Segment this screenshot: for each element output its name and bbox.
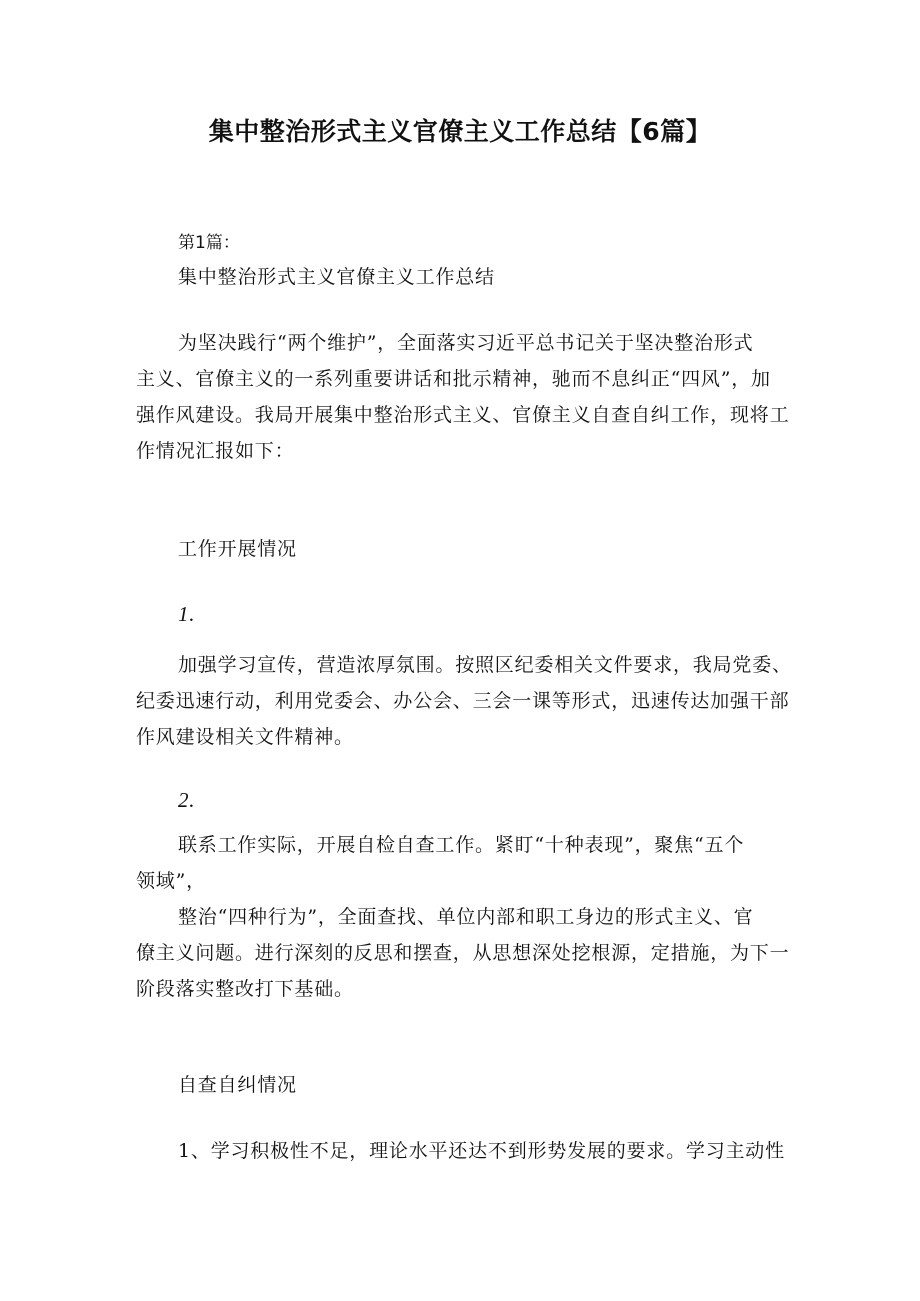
item1-line-3: 作风建设相关文件精神。 (136, 726, 354, 748)
item1-line-2: 纪委迅速行动，利用党委会、办公会、三会一课等形式，迅速传达加强干部 (136, 690, 790, 712)
part-subtitle: 集中整治形式主义官僚主义工作总结 (178, 266, 495, 288)
section-heading-self-inspection: 自查自纠情况 (178, 1074, 297, 1096)
part-label: 第1篇： (178, 233, 240, 253)
item2-line-5: 阶段落实整改打下基础。 (136, 978, 354, 1000)
item2-line-1: 联系工作实际，开展自检自查工作。紧盯“十种表现”，聚焦“五个 (178, 834, 745, 856)
item-number-2: 2. (178, 788, 196, 812)
intro-line-4: 作情况汇报如下： (136, 440, 295, 462)
item2-line-4: 僚主义问题。进行深刻的反思和摆查，从思想深处挖根源，定措施，为下一 (136, 942, 790, 964)
item2-line-3: 整治“四种行为”，全面查找、单位内部和职工身边的形式主义、官 (178, 906, 754, 928)
intro-line-3: 强作风建设。我局开展集中整治形式主义、官僚主义自查自纠工作，现将工 (136, 404, 790, 426)
section-heading-work-progress: 工作开展情况 (178, 538, 297, 560)
document-title: 集中整治形式主义官僚主义工作总结【6篇】 (208, 117, 712, 146)
item1-line-1: 加强学习宣传，营造浓厚氛围。按照区纪委相关文件要求，我局党委、 (178, 654, 792, 676)
intro-line-2: 主义、官僚主义的一系列重要讲话和批示精神，驰而不息纠正“四风”，加 (136, 368, 771, 390)
intro-line-1: 为坚决践行“两个维护”，全面落实习近平总书记关于坚决整治形式 (178, 332, 754, 354)
self-inspection-line-1: 1、学习积极性不足，理论水平还达不到形势发展的要求。学习主动性 (178, 1140, 785, 1162)
item2-line-2: 领域”， (136, 870, 206, 892)
item-number-1: 1. (178, 602, 196, 626)
